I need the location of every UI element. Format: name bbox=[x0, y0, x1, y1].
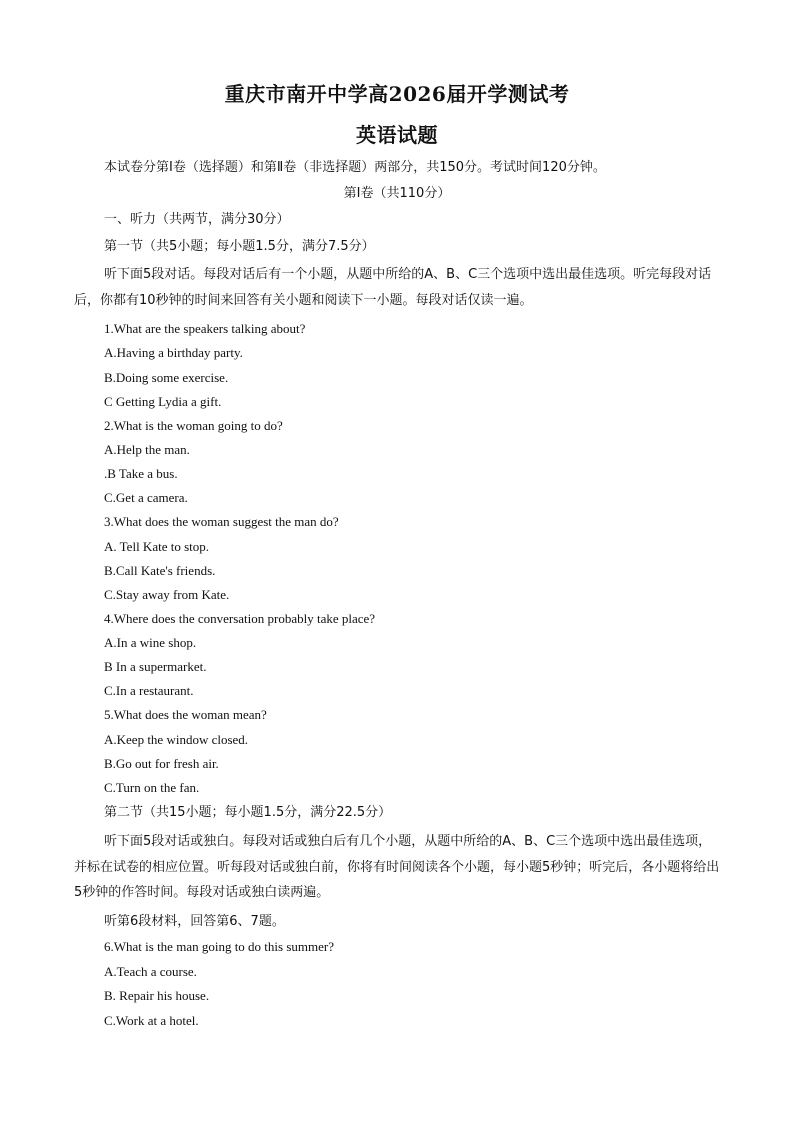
exam-intro: 本试卷分第Ⅰ卷（选择题）和第Ⅱ卷（非选择题）两部分，共150分。考试时间120分钟。 bbox=[104, 160, 606, 175]
question-2-stem: 2.What is the woman going to do? bbox=[104, 418, 283, 433]
section1-instructions: 听下面5段对话。每段对话后有一个小题，从题中所给的A、B、C三个选项中选出最佳选项。听完每段对话后，你都有10秒钟的时间来回答有关小题和阅读下一小题。每段对话仅读一遍。 bbox=[74, 267, 712, 308]
section2-heading: 第二节（共15小题；每小题1.5分，满分22.5分） bbox=[104, 805, 392, 820]
question-4-option-b: B In a supermarket. bbox=[104, 659, 207, 674]
question-5-option-b: B.Go out for fresh air. bbox=[104, 756, 219, 771]
exam-title: 重庆市南开中学高2026届开学测试考 bbox=[224, 82, 570, 106]
question-5-stem: 5.What does the woman mean? bbox=[104, 707, 267, 722]
question-5-option-c: C.Turn on the fan. bbox=[104, 780, 200, 795]
question-5-option-a: A.Keep the window closed. bbox=[104, 732, 249, 747]
section2-instructions: 听下面5段对话或独白。每段对话或独白后有几个小题，从题中所给的A、B、C三个选项中选出最佳选项，并标在试卷的相应位置。听每段对话或独白前，你将有时间阅读各个小题，每小题5秒钟；听完后，各小题将给出5秒钟的作答时间。每段对话或独白读两遍。 bbox=[74, 834, 720, 900]
question-2-option-c: C.Get a camera. bbox=[104, 490, 188, 505]
question-3-option-c: C.Stay away from Kate. bbox=[104, 587, 230, 602]
question-6-option-c: C.Work at a hotel. bbox=[104, 1013, 199, 1028]
question-6-stem: 6.What is the man going to do this summer? bbox=[104, 939, 334, 954]
question-1-option-b: B.Doing some exercise. bbox=[104, 370, 229, 385]
question-1-stem: 1.What are the speakers talking about? bbox=[104, 321, 306, 336]
part-heading: 一、听力（共两节，满分30分） bbox=[104, 212, 290, 227]
question-2-option-b: .B Take a bus. bbox=[104, 466, 178, 481]
section1-heading: 第一节（共5小题；每小题1.5分，满分7.5分） bbox=[104, 239, 375, 254]
question-4-stem: 4.Where does the conversation probably take place? bbox=[104, 611, 376, 626]
material-6-heading: 听第6段材料，回答第6、7题。 bbox=[104, 914, 285, 929]
question-3-stem: 3.What does the woman suggest the man do? bbox=[104, 514, 339, 529]
question-2-option-a: A.Help the man. bbox=[104, 442, 190, 457]
question-6-option-a: A.Teach a course. bbox=[104, 964, 197, 979]
volume-heading: 第Ⅰ卷（共110分） bbox=[343, 186, 451, 201]
question-4-option-c: C.In a restaurant. bbox=[104, 683, 194, 698]
question-4-option-a: A.In a wine shop. bbox=[104, 635, 197, 650]
question-1-option-a: A.Having a birthday party. bbox=[104, 345, 243, 360]
question-6-option-b: B. Repair his house. bbox=[104, 988, 210, 1003]
exam-subtitle: 英语试题 bbox=[356, 123, 438, 147]
question-3-option-b: B.Call Kate's friends. bbox=[104, 563, 216, 578]
question-1-option-c: C Getting Lydia a gift. bbox=[104, 394, 222, 409]
question-3-option-a: A. Tell Kate to stop. bbox=[104, 539, 210, 554]
